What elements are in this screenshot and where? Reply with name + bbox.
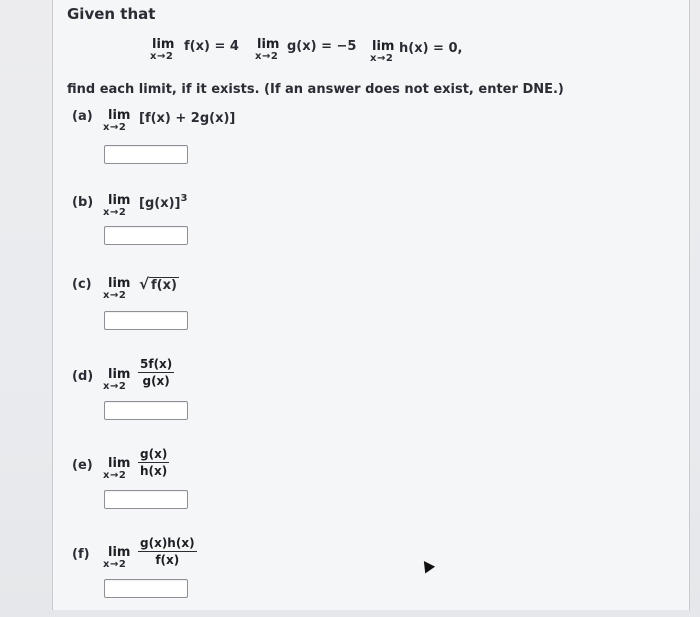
intro-text: Given that xyxy=(67,5,156,23)
part-d-subscript: x→2 xyxy=(103,381,127,392)
part-e-label: (e) xyxy=(72,458,93,473)
part-c-subscript: x→2 xyxy=(103,290,127,301)
part-b-expr xyxy=(139,193,188,211)
sqrt-icon: √ xyxy=(139,275,150,293)
part-e-numerator: g(x) xyxy=(140,447,168,461)
part-c-lim: lim xyxy=(108,276,131,291)
part-e-fraction xyxy=(138,447,169,478)
part-d-label: (d) xyxy=(72,369,94,384)
part-e-denominator: h(x) xyxy=(140,464,168,478)
part-f-subscript: x→2 xyxy=(103,559,127,570)
part-c-label: (c) xyxy=(72,277,92,292)
lim-label: lim xyxy=(152,37,175,52)
part-e-lim: lim xyxy=(108,456,131,471)
part-a-label: (a) xyxy=(72,109,93,124)
part-b-exponent: 3 xyxy=(180,193,188,204)
part-b-lim: lim xyxy=(108,193,131,208)
given-h-expr: h(x) = 0, xyxy=(399,41,463,56)
given-g-expr: g(x) = −5 xyxy=(287,39,357,54)
part-f-answer-input[interactable] xyxy=(104,579,188,598)
part-b-base: [g(x)] xyxy=(139,196,181,211)
part-b-answer-input[interactable] xyxy=(104,226,188,245)
lim-subscript: x→2 xyxy=(255,51,279,62)
part-e-answer-input[interactable] xyxy=(104,490,188,509)
part-b-label: (b) xyxy=(72,195,94,210)
part-a-answer-input[interactable] xyxy=(104,145,188,164)
part-f-fraction xyxy=(138,536,197,567)
part-a-subscript: x→2 xyxy=(103,122,127,133)
lim-label: lim xyxy=(257,37,280,52)
part-d-fraction xyxy=(138,357,174,388)
part-d-denominator: g(x) xyxy=(142,374,170,388)
part-e-subscript: x→2 xyxy=(103,470,127,481)
part-d-numerator: 5f(x) xyxy=(140,357,173,371)
given-f-expr: f(x) = 4 xyxy=(184,39,239,54)
part-f-denominator: f(x) xyxy=(155,553,180,567)
part-f-label: (f) xyxy=(72,547,90,562)
part-c-answer-input[interactable] xyxy=(104,311,188,330)
part-d-lim: lim xyxy=(108,367,131,382)
lim-subscript: x→2 xyxy=(370,53,394,64)
part-f-numerator: g(x)h(x) xyxy=(140,536,195,550)
part-a-lim: lim xyxy=(108,108,131,123)
part-f-lim: lim xyxy=(108,545,131,560)
part-b-subscript: x→2 xyxy=(103,207,127,218)
part-c-sqrt xyxy=(139,275,179,293)
instruction-text: find each limit, if it exists. (If an answer does not exist, enter DNE.) xyxy=(67,82,564,97)
part-d-answer-input[interactable] xyxy=(104,401,188,420)
lim-label: lim xyxy=(372,39,395,54)
lim-subscript: x→2 xyxy=(150,51,174,62)
part-a-expr: [f(x) + 2g(x)] xyxy=(139,111,236,126)
part-c-radicand: f(x) xyxy=(151,278,177,293)
